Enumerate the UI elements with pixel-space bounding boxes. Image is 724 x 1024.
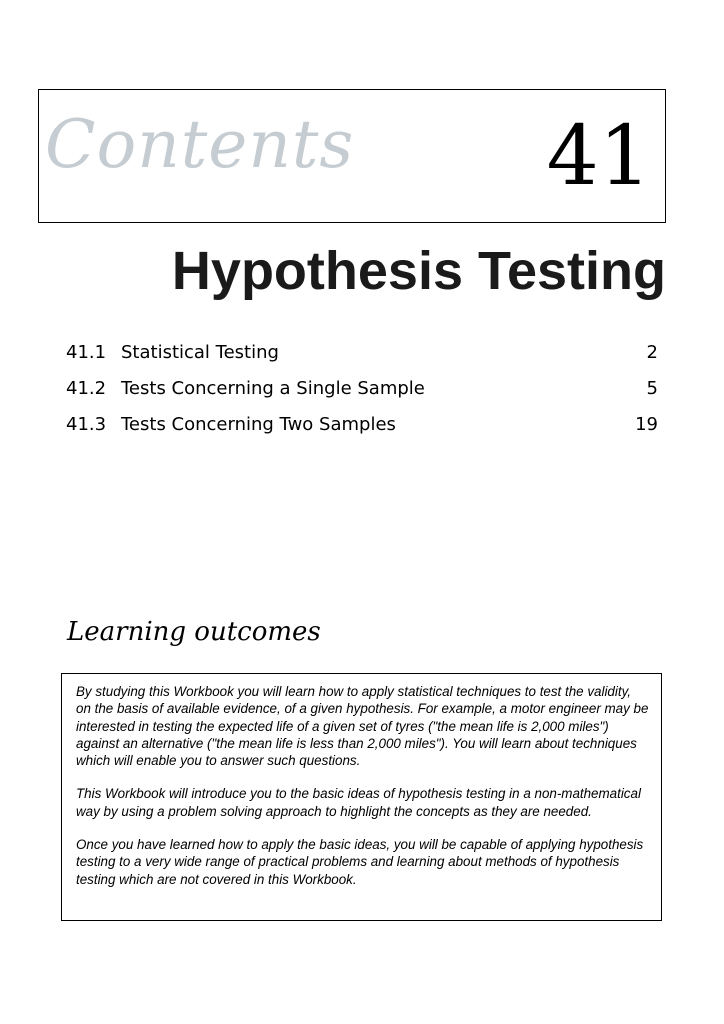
- table-of-contents: [66, 340, 658, 448]
- toc-page-number: 19: [635, 414, 658, 435]
- toc-section-title: Tests Concerning Two Samples: [121, 414, 396, 435]
- learning-outcomes-box: [61, 673, 662, 921]
- learning-outcomes-heading: Learning outcomes: [67, 617, 321, 647]
- toc-page-number: 2: [646, 342, 658, 363]
- toc-entry[interactable]: [66, 412, 658, 448]
- page-title: Hypothesis Testing: [171, 241, 666, 301]
- toc-section-number: 41.3: [66, 414, 107, 435]
- toc-entry[interactable]: [66, 376, 658, 412]
- learning-outcomes-paragraph: By studying this Workbook you will learn how to apply statistical techniques to test the validity, on the basis of available evidence, of a given hypothesis. For example, a motor engineer may be interested in testing the expected life of a given set of tyres ("the mean life is 2,000 miles") against an alternative ("the mean life is less than 2,000 miles"). You will learn about techniques which will enable you to answer such questions.: [76, 684, 649, 769]
- workbook-number: 41: [546, 109, 651, 204]
- contents-label: Contents: [45, 106, 355, 183]
- contents-header-box: [38, 89, 666, 223]
- toc-section-number: 41.1: [66, 342, 107, 363]
- toc-section-number: 41.2: [66, 378, 107, 399]
- toc-section-title: Tests Concerning a Single Sample: [121, 378, 425, 399]
- toc-page-number: 5: [646, 378, 658, 399]
- learning-outcomes-paragraph: Once you have learned how to apply the basic ideas, you will be capable of applying hypothesis testing to a very wide range of practical problems and learning about methods of hypothesis testing which are not covered in this Workbook.: [76, 837, 644, 887]
- toc-entry[interactable]: [66, 340, 658, 376]
- toc-section-title: Statistical Testing: [121, 342, 279, 363]
- learning-outcomes-paragraph: This Workbook will introduce you to the basic ideas of hypothesis testing in a non-mathematical way by using a problem solving approach to highlight the concepts as they are needed.: [76, 786, 641, 819]
